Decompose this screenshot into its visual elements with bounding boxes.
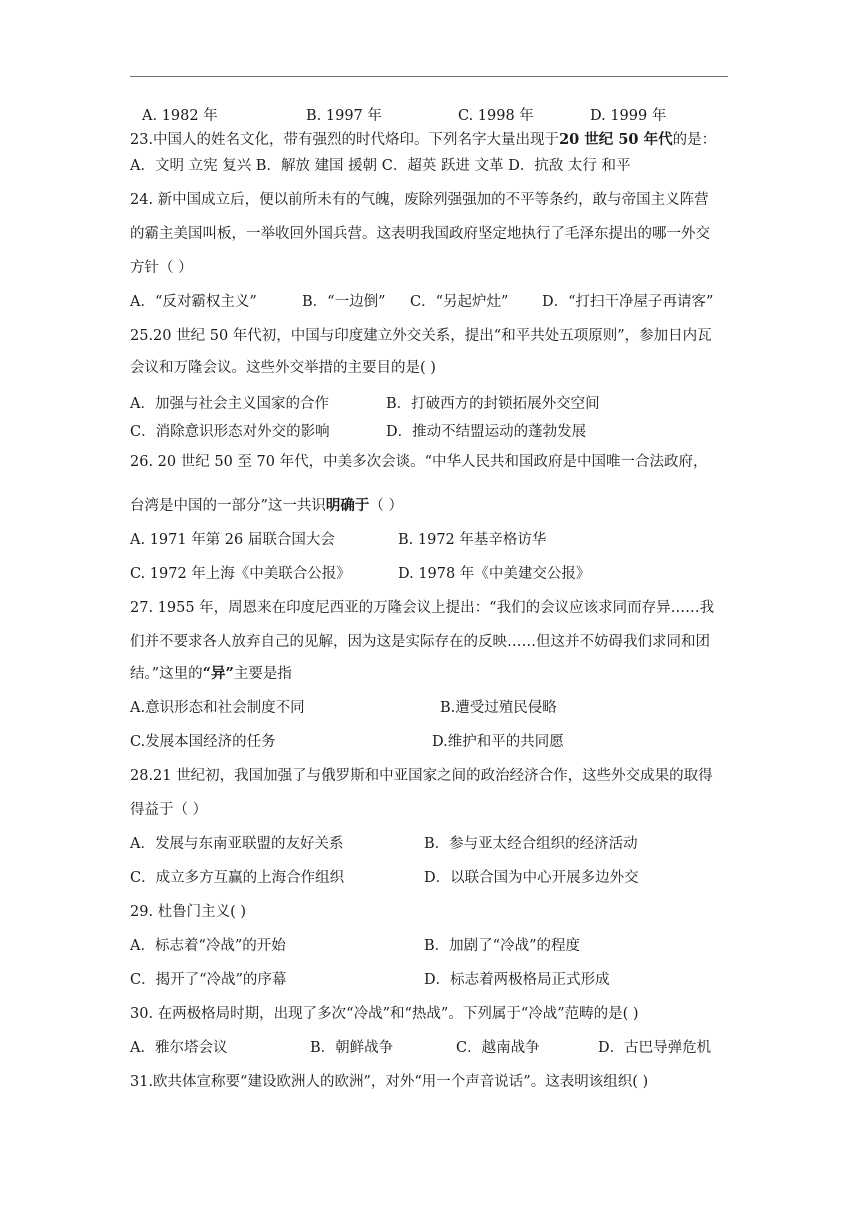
q23-stem-end: 的是： [672, 132, 717, 148]
q22-option-b: B. 1997 年 [306, 108, 382, 124]
q26-stem-text: 台湾是中国的一部分”这一共识 [130, 498, 326, 514]
q31-stem: 31.欧共体宣称要“建设欧洲人的欧洲”，对外“用一个声音说话”。这表明该组织( ) [130, 1074, 649, 1090]
q25-stem-line-2: 会议和万隆会议。这些外交举措的主要目的是( ) [130, 360, 436, 376]
q29-option-c: C．揭开了“冷战”的序幕 [130, 972, 287, 988]
q24-option-c: C．“另起炉灶” [410, 294, 509, 310]
q24-stem-line-3: 方针（ ） [130, 260, 193, 276]
q28-option-c: C．成立多方互赢的上海合作组织 [130, 870, 345, 886]
q25-option-d: D．推动不结盟运动的蓬勃发展 [386, 424, 587, 440]
q28-option-d: D．以联合国为中心开展多边外交 [424, 870, 639, 886]
q27-option-a: A.意识形态和社会制度不同 [130, 700, 305, 716]
q26-stem-line-2 [130, 496, 403, 516]
header-rule [130, 76, 728, 77]
q25-option-b: B．打破西方的封锁拓展外交空间 [386, 396, 600, 412]
q25-option-c: C．消除意识形态对外交的影响 [130, 424, 330, 440]
q24-stem-line-2: 的霸主美国叫板，一举收回外国兵营。这表明我国政府坚定地执行了毛泽东提出的哪一外交 [130, 226, 710, 242]
q22-option-c: C. 1998 年 [458, 108, 534, 124]
q24-option-b: B．“一边倒” [302, 294, 386, 310]
q28-stem-line-2: 得益于（ ） [130, 802, 208, 818]
q22-option-a: A. 1982 年 [142, 108, 218, 124]
q30-stem: 30. 在两极格局时期，出现了多次“冷战”和“热战”。下列属于“冷战”范畴的是( ) [130, 1006, 639, 1022]
q25-stem-line-1: 25.20 世纪 50 年代初，中国与印度建立外交关系，提出“和平共处五项原则”，参加日内瓦 [130, 328, 712, 344]
q27-option-c: C.发展本国经济的任务 [130, 734, 276, 750]
q26-option-c: C. 1972 年上海《中美联合公报》 [130, 566, 351, 582]
q24-option-d: D．“打扫干净屋子再请客” [542, 294, 714, 310]
q28-stem-line-1: 28.21 世纪初，我国加强了与俄罗斯和中亚国家之间的政治经济合作，这些外交成果的取得 [130, 768, 713, 784]
q28-option-a: A．发展与东南亚联盟的友好关系 [130, 836, 344, 852]
q24-option-a: A．“反对霸权主义” [130, 294, 257, 310]
q23-stem-emphasis: 20 世纪 50 年代 [559, 131, 673, 148]
q26-option-a: A. 1971 年第 26 届联合国大会 [130, 532, 335, 548]
q23-stem-text: 23.中国人的姓名文化，带有强烈的时代烙印。下列名字大量出现于 [130, 132, 560, 148]
q24-stem-line-1: 24. 新中国成立后，便以前所未有的气魄，废除列强强加的不平等条约，敢与帝国主义阵营 [130, 192, 709, 208]
q26-stem-line-1: 26. 20 世纪 50 至 70 年代，中美多次会谈。“中华人民共和国政府是中国唯一合法政府， [130, 454, 708, 470]
q26-option-d: D. 1978 年《中美建交公报》 [398, 566, 591, 582]
q27-stem-emphasis: “异” [202, 665, 234, 682]
q27-stem-line-2: 们并不要求各人放弃自己的见解，因为这是实际存在的反映……但这并不妨碍我们求同和团 [130, 634, 710, 650]
q27-option-d: D.维护和平的共同愿 [432, 734, 564, 750]
q27-stem-end: 主要是指 [233, 666, 292, 682]
q23-stem [130, 130, 716, 150]
q26-stem-emphasis: 明确于 [325, 497, 370, 514]
q27-option-b: B.遭受过殖民侵略 [440, 700, 557, 716]
q30-option-c: C．越南战争 [456, 1040, 540, 1056]
q29-option-b: B．加剧了“冷战”的程度 [424, 938, 580, 954]
q28-option-b: B．参与亚太经合组织的经济活动 [424, 836, 638, 852]
q30-option-a: A．雅尔塔会议 [130, 1040, 228, 1056]
q27-stem-line-1: 27. 1955 年，周恩来在印度尼西亚的万隆会议上提出：“我们的会议应该求同而存异……我 [130, 600, 715, 616]
q25-option-a: A．加强与社会主义国家的合作 [130, 396, 329, 412]
q29-option-a: A．标志着“冷战”的开始 [130, 938, 286, 954]
q27-stem-text: 结。”这里的 [130, 666, 203, 682]
q30-option-d: D．古巴导弹危机 [598, 1040, 712, 1056]
q23-options: A．文明 立宪 复兴 B．解放 建国 援朝 C．超英 跃进 文革 D．抗敌 太行 和平 [130, 158, 631, 174]
q26-option-b: B. 1972 年基辛格访华 [398, 532, 547, 548]
q22-option-d: D. 1999 年 [590, 108, 667, 124]
q29-stem: 29. 杜鲁门主义( ) [130, 904, 247, 920]
q26-stem-end: （ ） [369, 498, 404, 514]
q29-option-d: D．标志着两极格局正式形成 [424, 972, 610, 988]
q30-option-b: B．朝鲜战争 [310, 1040, 394, 1056]
q27-stem-line-3 [130, 664, 292, 684]
